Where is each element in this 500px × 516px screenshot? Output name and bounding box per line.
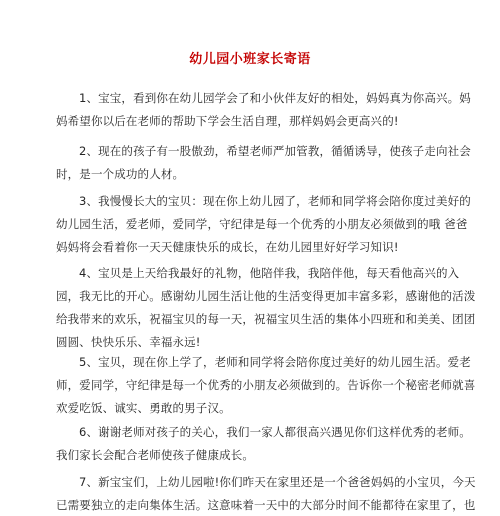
- paragraph-line: 已需要独立的走向集体生活。这意味着一天中的大部分时间不能都待在家里了，也: [56, 498, 476, 512]
- paragraph-3: [56, 190, 471, 259]
- paragraph-line: 7、新宝宝们，上幼儿园啦!你们昨天在家里还是一个爸爸妈妈的小宝贝，今天: [79, 475, 476, 489]
- paragraph-line: 师，爱同学，守纪律是每一个优秀的小朋友必须做到的。告诉你一个秘密老师就喜: [56, 378, 476, 392]
- paragraph-line: 5、宝贝，现在你上学了，老师和同学将会陪你度过美好的幼儿园生活。爱老: [79, 355, 471, 369]
- paragraph-line: 妈希望你以后在老师的帮助下学会生活自理，那样妈妈会更高兴的!: [56, 114, 399, 128]
- paragraph-7: [56, 471, 476, 516]
- paragraph-6: [56, 421, 471, 467]
- paragraph-line: 6、谢谢老师对孩子的关心，我们一家人都很高兴遇见你们这样优秀的老师。: [79, 425, 471, 439]
- paragraph-line: 2、现在的孩子有一股傲劲，希望老师严加管教，循循诱导，使孩子走向社会: [79, 144, 471, 158]
- paragraph-2: [56, 140, 471, 186]
- paragraph-line: 1、宝宝，看到你在幼儿园学会了和小伙伴友好的相处，妈妈真为你高兴。妈: [79, 91, 471, 105]
- paragraph-line: 时，是一个成功的人材。: [56, 167, 185, 181]
- paragraph-1: [56, 87, 471, 133]
- paragraph-line: 妈妈将会看着你一天天健康快乐的成长，在幼儿园里好好学习知识!: [56, 240, 399, 254]
- paragraph-line: 欢爱吃饭、诚实、勇敢的男子汉。: [56, 401, 231, 415]
- paragraph-line: 给我带来的欢乐，祝福宝贝的每一天，祝福宝贝生活的集体小四班和和美美、团团: [56, 312, 476, 326]
- paragraph-line: 园，我无比的开心。感谢幼儿园生活让他的生活变得更加丰富多彩，感谢他的活泼: [56, 289, 476, 303]
- paragraph-line: 4、宝贝是上天给我最好的礼物，他陪伴我，我陪伴他，每天看他高兴的入: [79, 266, 460, 280]
- paragraph-line: 3、我慢慢长大的宝贝：现在你上幼儿园了，老师和同学将会陪你度过美好的: [79, 194, 471, 208]
- paragraph-line: 幼儿园生活，爱老师，爱同学，守纪律是每一个优秀的小朋友必须做到的哦 爸爸: [56, 217, 468, 231]
- paragraph-5: [56, 351, 476, 420]
- page-title: 幼儿园小班家长寄语: [189, 52, 311, 67]
- paragraph-line: 我们家长会配合老师使孩子健康成长。: [56, 448, 255, 462]
- paragraph-line: 圆圆、快快乐乐、幸福永远!: [56, 335, 201, 349]
- paragraph-4: [56, 262, 476, 354]
